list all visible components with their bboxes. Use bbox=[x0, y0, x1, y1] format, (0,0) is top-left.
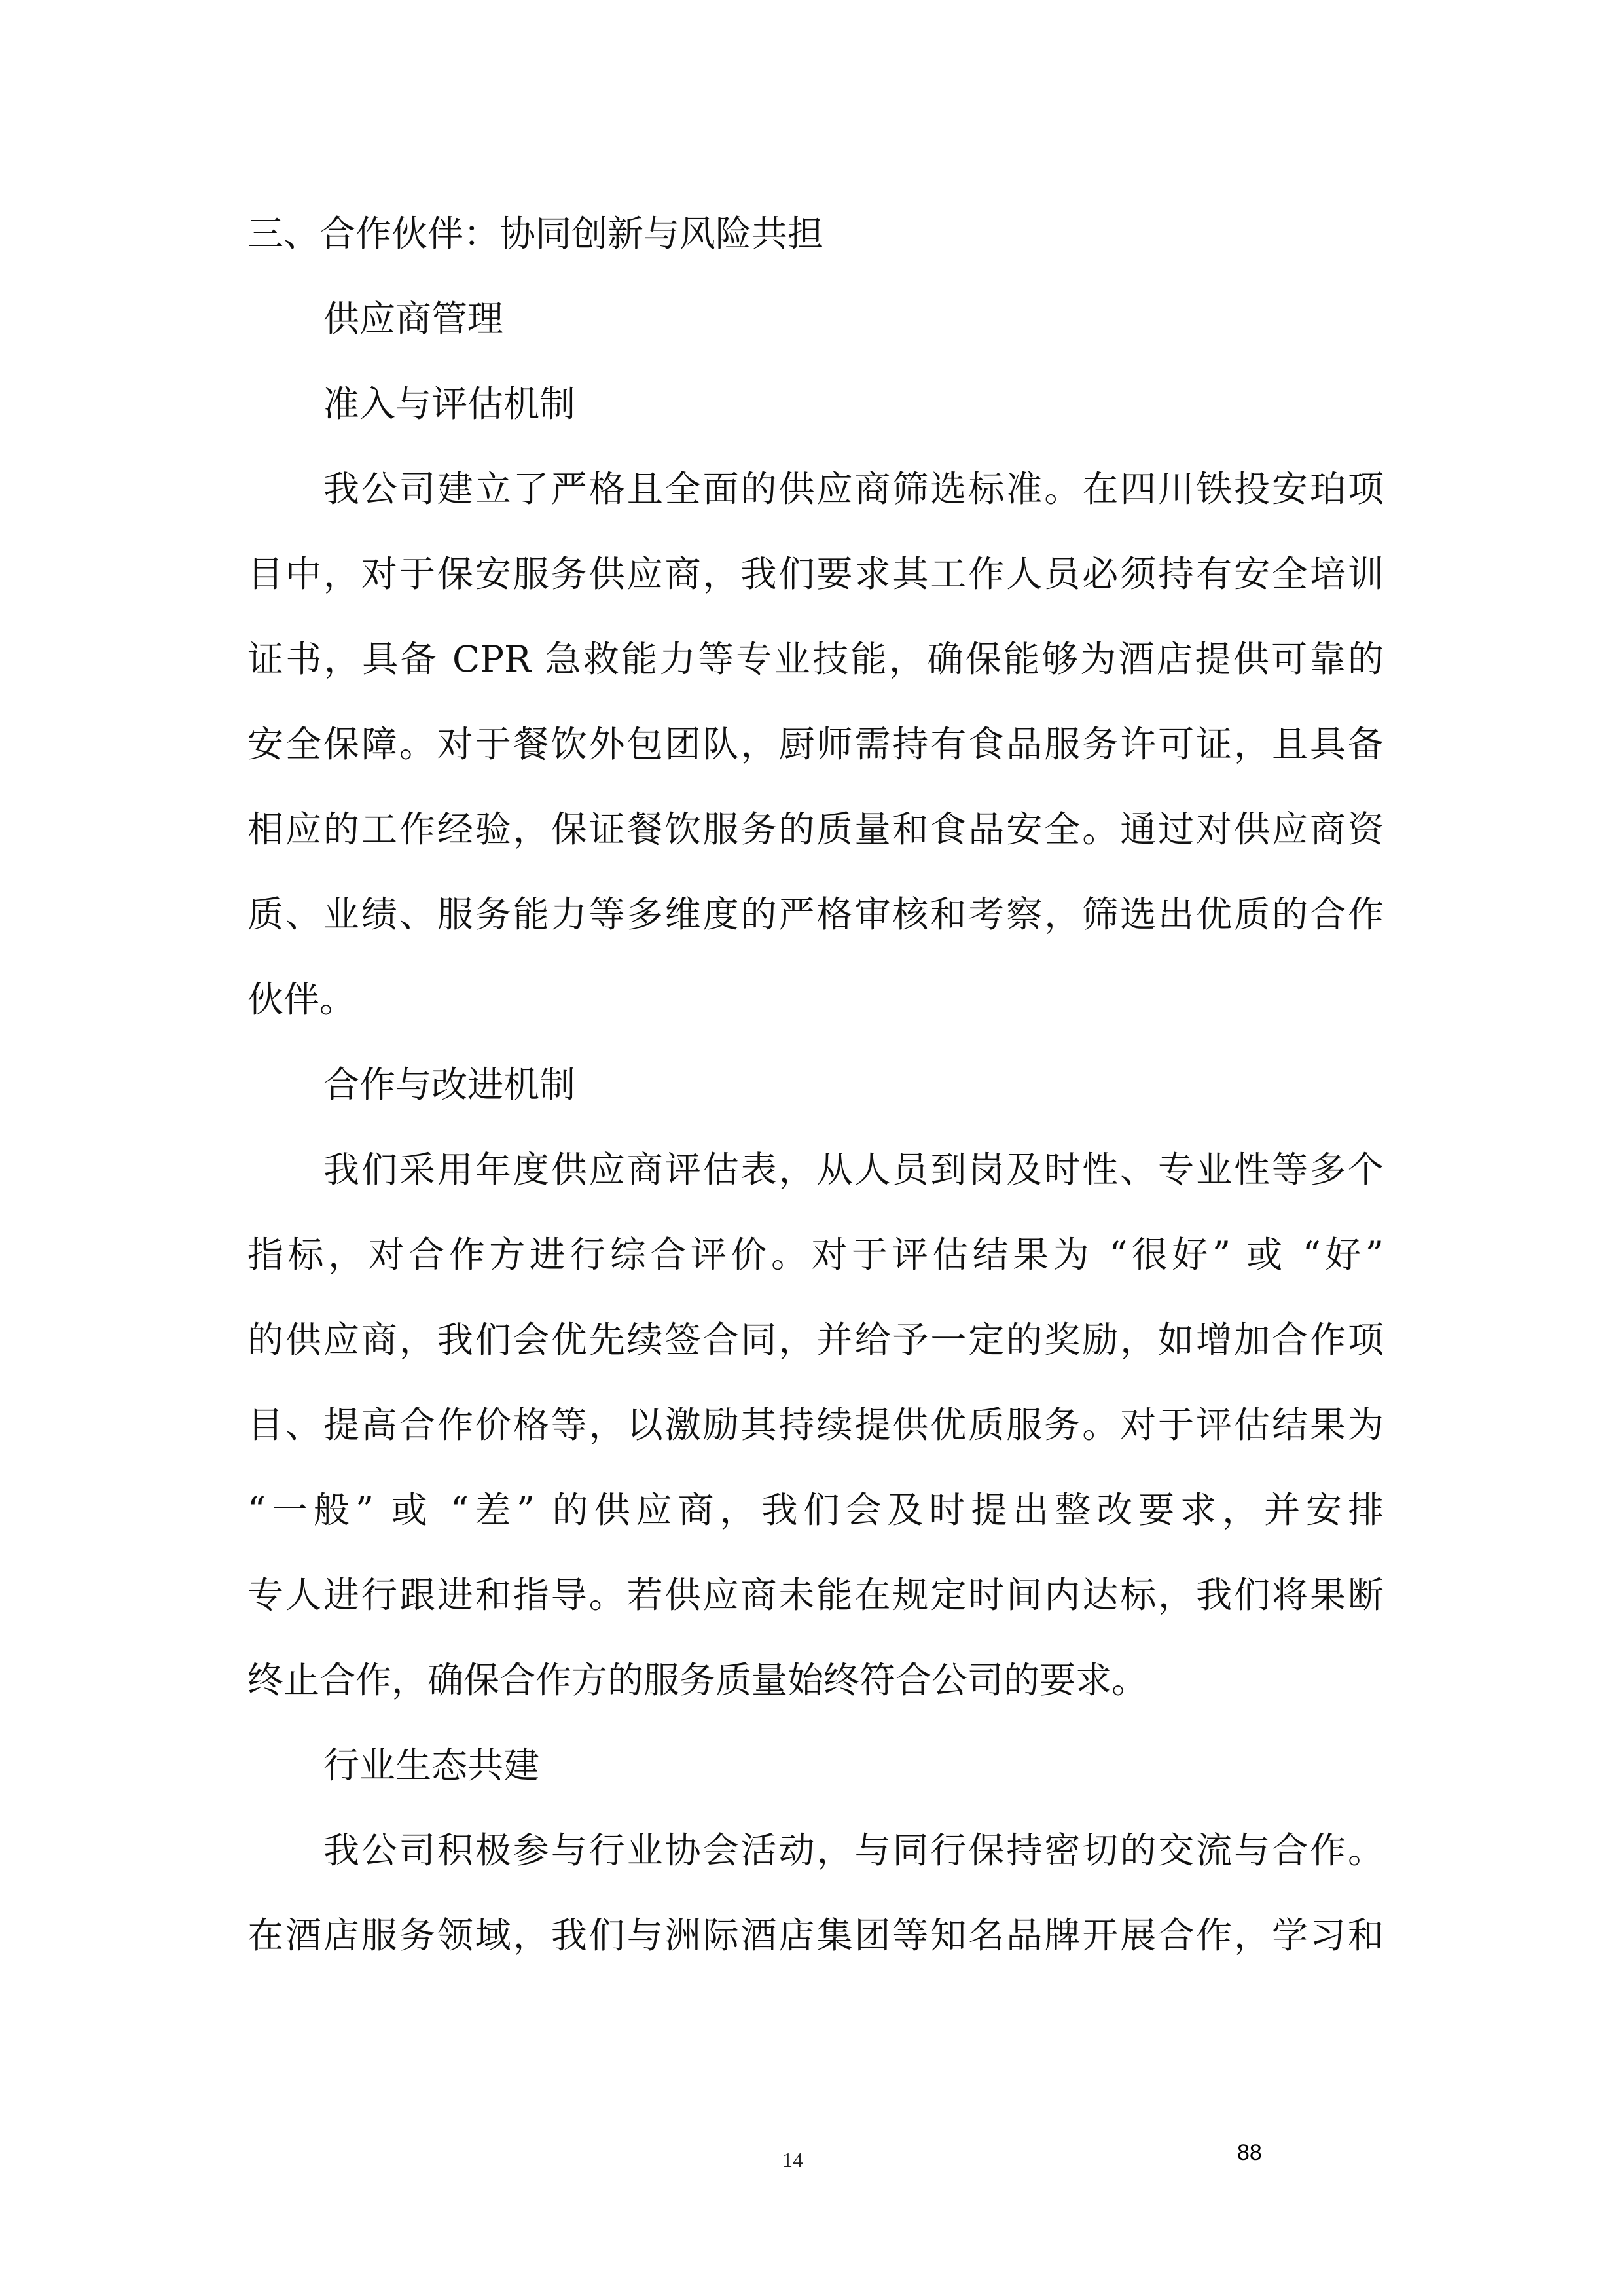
paragraph-line: 在酒店服务领域，我们与洲际酒店集团等知名品牌开展合作，学习和 bbox=[247, 1914, 1384, 1956]
stamp-page-number: 88 bbox=[1237, 2140, 1262, 2165]
paragraph-line: 伙伴。 bbox=[247, 978, 356, 1020]
paragraph-line: 质、业绩、服务能力等多维度的严格审核和考察，筛选出优质的合作 bbox=[247, 893, 1384, 935]
subsection-heading-cooperation-improvement: 合作与改进机制 bbox=[323, 1064, 576, 1105]
paragraph-line: 目、提高合作价格等，以激励其持续提供优质服务。对于评估结果为 bbox=[247, 1404, 1384, 1446]
paragraph-line: 指标，对合作方进行综合评价。对于评估结果为 “很好” 或 “好” bbox=[247, 1234, 1384, 1276]
paragraph-line: 证书，具备 CPR 急救能力等专业技能，确保能够为酒店提供可靠的 bbox=[247, 638, 1384, 680]
paragraph-line: 终止合作，确保合作方的服务质量始终符合公司的要求。 bbox=[247, 1659, 1148, 1701]
paragraph-line: 相应的工作经验，保证餐饮服务的质量和食品安全。通过对供应商资 bbox=[247, 808, 1384, 850]
section-title: 三、合作伙伴：协同创新与风险共担 bbox=[247, 213, 824, 255]
subsection-heading-industry-ecosystem: 行业生态共建 bbox=[323, 1744, 540, 1786]
subsection-heading-supplier-management: 供应商管理 bbox=[323, 298, 504, 340]
paragraph-line: 我公司积极参与行业协会活动，与同行保持密切的交流与合作。 bbox=[323, 1829, 1384, 1871]
paragraph-line: 专人进行跟进和指导。若供应商未能在规定时间内达标，我们将果断 bbox=[247, 1574, 1384, 1616]
paragraph-line: 我们采用年度供应商评估表，从人员到岗及时性、专业性等多个 bbox=[323, 1149, 1384, 1191]
subsection-heading-admission-evaluation: 准入与评估机制 bbox=[323, 383, 576, 425]
paragraph-line: 安全保障。对于餐饮外包团队，厨师需持有食品服务许可证，且具备 bbox=[247, 723, 1384, 765]
paragraph-line: 的供应商，我们会优先续签合同，并给予一定的奖励，如增加合作项 bbox=[247, 1319, 1384, 1361]
paragraph-line: “一般” 或 “差” 的供应商，我们会及时提出整改要求，并安排 bbox=[247, 1489, 1384, 1531]
paragraph-line: 我公司建立了严格且全面的供应商筛选标准。在四川铁投安珀项 bbox=[323, 468, 1384, 510]
page-number: 14 bbox=[782, 2148, 803, 2172]
paragraph-line: 目中，对于保安服务供应商，我们要求其工作人员必须持有安全培训 bbox=[247, 553, 1384, 595]
